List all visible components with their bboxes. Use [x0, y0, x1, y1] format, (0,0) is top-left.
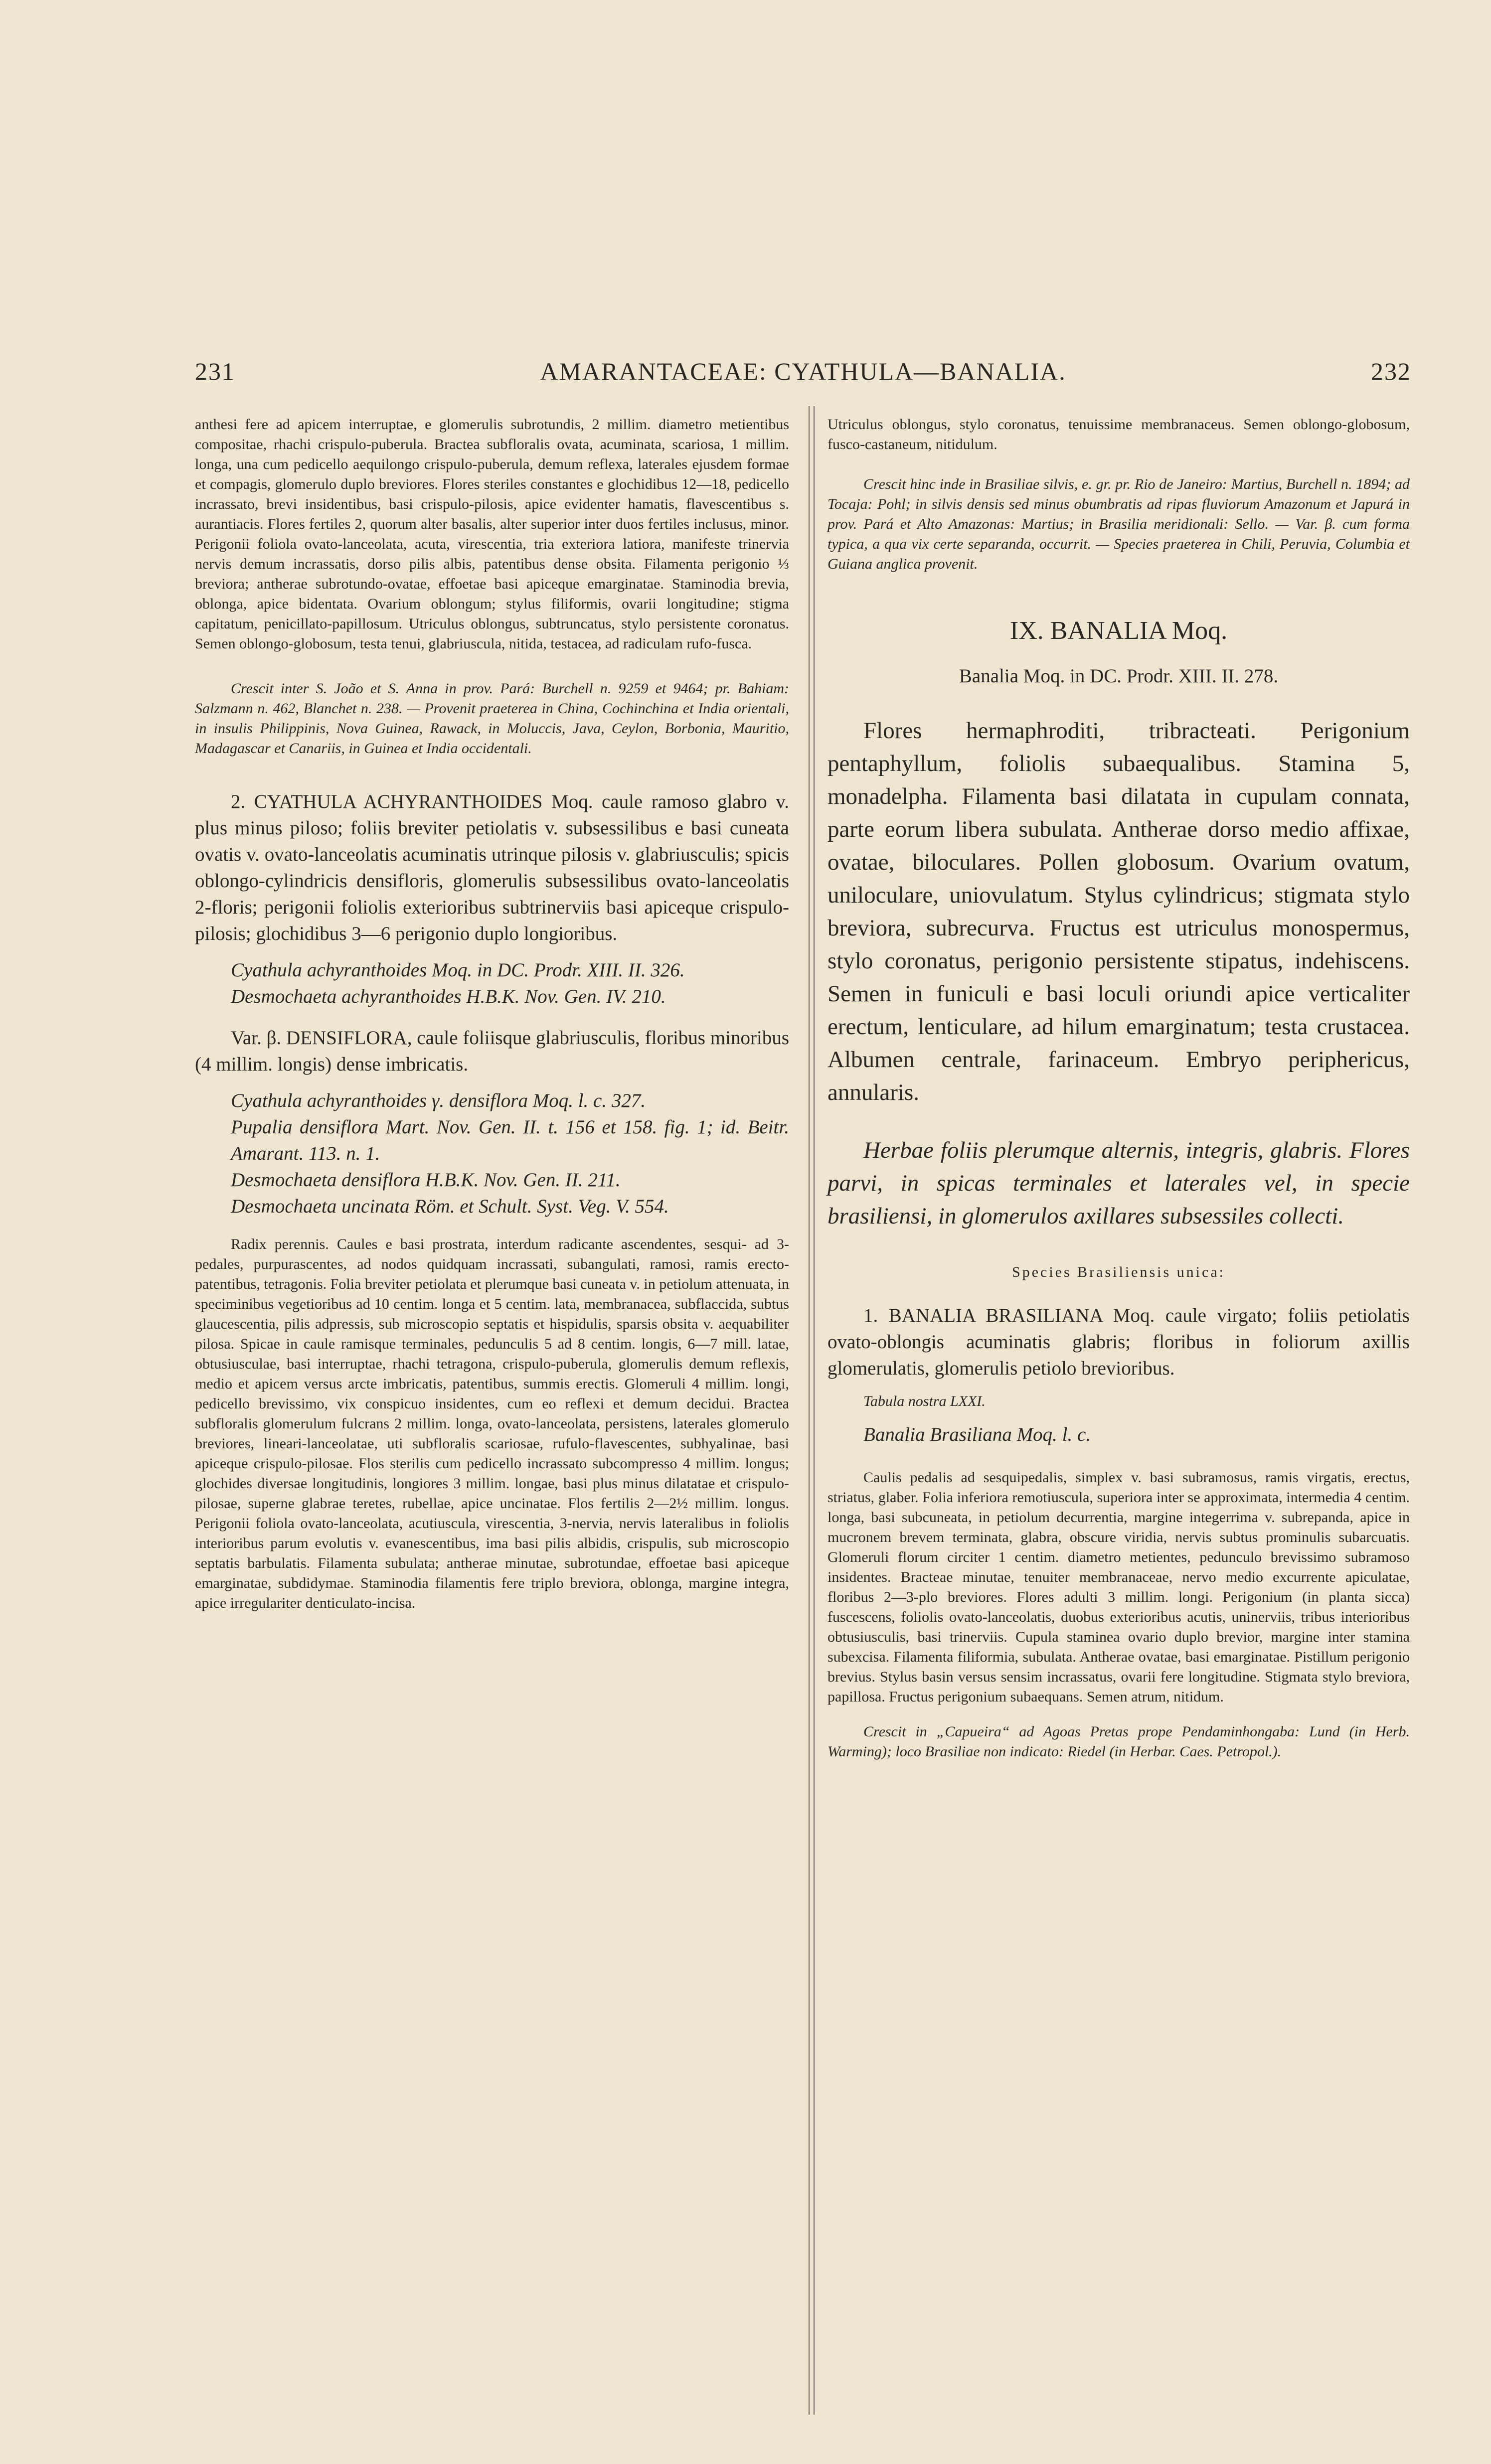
genus-citation: Banalia Moq. in DC. Prodr. XIII. II. 278.	[959, 665, 1279, 687]
synonym-citation: Pupalia densiflora Mart. Nov. Gen. II. t. 156 et 158. fig. 1; id. Beitr. Amarant. 113. n. 1.	[231, 1116, 789, 1164]
page-header	[195, 357, 1411, 392]
synonym-citation: Cyathula achyranthoides γ. densiflora Moq. l. c. 327.	[231, 1090, 646, 1111]
right-page-number: 232	[1371, 357, 1411, 385]
genus-character: Flores hermaphroditi, tribracteati. Perigonium pentaphyllum, foliolis subaequalibus. Stamina 5, monadelpha. Filamenta basi dilatata in cupulam connata, parte eorum libera subulata. Antherae dorso medio affixae, ovatae, biloculares. Pollen globosum. Ovarium ovatum, uniloculare, uniovulatum. Stylus cylindricus; stigmata stylo breviora, subrecurva. Fructus est utriculus monospermus, stylo coronatus, perigonio persistente stipatus, indehiscens. Semen in funiculi e basi loculi oriundi apice verticaliter erectum, lenticulare, ad hilum emarginatum; testa crustacea. Albumen centrale, farinaceum. Embryo periphericus, annularis.	[828, 718, 1410, 1105]
genus-heading: IX. BANALIA Moq.	[1009, 616, 1228, 645]
synonym-citation: Desmochaeta densiflora H.B.K. Nov. Gen. II. 211.	[231, 1169, 621, 1191]
running-title: AMARANTACEAE: CYATHULA—BANALIA.	[540, 357, 1066, 385]
right-column	[828, 415, 1410, 1762]
cyathula-achyranthoides-diagnosis: 2. CYATHULA ACHYRANTHOIDES Moq. caule ramoso glabro v. plus minus piloso; foliis breviter petiolatis v. subsessilibus e basi cuneata ovatis v. ovato-lanceolatis acuminatis utrinque pilosis v. glabriusculis; spicis oblongo-cylindricis densifloris, glomerulis subsessilibus ovato-lanceolatis 2-floris; perigonii foliolis exterioribus subtrinerviis basi apiceque crispulo-pilosis; glochidibus 3—6 perigonio duplo longioribus.	[195, 791, 789, 944]
cyathula-distribution: Crescit inter S. João et S. Anna in prov. Pará: Burchell n. 9259 et 9464; pr. Bahiam: Salzmann n. 462, Blanchet n. 238. — Provenit praeterea in China, Cochinchina et India orientali, in insulis Philippinis, Nova Guinea, Rawack, in Moluccis, Java, Ceylon, Borbonia, Mauritio, Madagascar et Canariis, in Guinea et India occidentali.	[195, 680, 789, 757]
cyathula-description-continued: anthesi fere ad apicem interruptae, e glomerulis subrotundis, 2 millim. diametro metientibus compositae, rhachi crispulo-puberula. Bractea subfloralis ovata, acuminata, scariosa, 1 millim. longa, una cum pedicello aequilongo crispulo-puberula, demum reflexa, laterales ejusdem formae et compagis, glomerulo duplo breviores. Flores steriles constantes e glochidibus 12—18, pedicello incrassato, brevi insidentibus, basi crispulo-pilosis, apice evidenter hamatis, flavescentibus s. aurantiacis. Flores fertiles 2, quorum alter basalis, alter superior inter duos fertiles inclusus, minor. Perigonii foliola ovato-lanceolata, acuta, virescentia, tria exteriora latiora, manifeste trinervia nervis demum incrassatis, dorso pilis albis, patentibus dense obsita. Filamenta perigonio ⅓ breviora; antherae subrotundo-ovatae, effoetae basi apiceque emarginatae. Staminodia brevia, oblonga, apice bidentata. Ovarium oblongum; stylus filiformis, ovarii longitudine; stigma capitatum, penicillato-papillosum. Utriculus oblongus, subtruncatus, stylo persistente coronatus. Semen oblongo-globosum, testa tenui, glabriuscula, nitida, testacea, ad radiculam rufo-fusca.	[195, 416, 789, 652]
column-divider	[809, 406, 815, 2415]
genus-habit: Herbae foliis plerumque alternis, integris, glabris. Flores parvi, in spicas terminales et laterales vel, in specie brasiliensi, in glomerulos axillares subsessiles collecti.	[828, 1137, 1410, 1229]
var-densiflora-diagnosis: Var. β. DENSIFLORA, caule foliisque glabriusculis, floribus minoribus (4 millim. longis) dense imbricatis.	[195, 1027, 789, 1075]
synonym-citation: Cyathula achyranthoides Moq. in DC. Prodr. XIII. II. 326.	[231, 959, 685, 981]
left-page-number: 231	[195, 357, 235, 385]
synonym-citation: Desmochaeta achyranthoides H.B.K. Nov. Gen. IV. 210.	[231, 986, 666, 1007]
species-heading: Species Brasiliensis unica:	[1012, 1264, 1225, 1280]
banalia-brasiliana-distribution: Crescit in „Capueira“ ad Agoas Pretas prope Pendaminhongaba: Lund (in Herb. Warming); loco Brasiliae non indicato: Riedel (in Herbar. Caes. Petropol.).	[828, 1723, 1410, 1760]
cyathula-fruit-description: Utriculus oblongus, stylo coronatus, tenuissime membranaceus. Semen oblongo-globosum, fusco-castaneum, nitidulum.	[828, 416, 1410, 453]
cyathula-achyranthoides-distribution: Crescit hinc inde in Brasiliae silvis, e. gr. pr. Rio de Janeiro: Martius, Burchell n. 1894; ad Tocaja: Pohl; in silvis densis sed minus obumbratis ad ripas fluviorum Amazonum et Japurá in prov. Pará et Alto Amazonas: Martius; in Brasilia meridionali: Sello. — Var. β. cum forma typica, a qua vix certe separanda, occurrit. — Species praeterea in Chili, Peruvia, Columbia et Guiana anglica provenit.	[828, 476, 1410, 572]
cyathula-achyranthoides-description: Radix perennis. Caules e basi prostrata, interdum radicante ascendentes, sesqui- ad 3-pedales, purpurascentes, ad nodos quidquam incrassati, subangulati, ramosi, ramis erecto-patentibus, tetragonis. Folia breviter petiolata et plerumque basi cuneata v. in petiolum attenuata, in speciminibus vegetioribus ad 10 centim. longa et 5 centim. lata, membranacea, subflaccida, subtus glaucescentia, pilis adpressis, sub microscopio septatis et hispidulis, sparsis obsita v. aequabiliter pilosa. Spicae in caule ramisque terminales, pedunculis 5 ad 8 centim. longis, 6—7 mill. latae, obtusiusculae, basi interruptae, rhachi tetragona, crispulo-puberula, glomerulis demum reflexis, medio et apicem versus arcte imbricatis, patentibus, summis erectis. Glomeruli 4 millim. longi, pedicello brevissimo, vix conspicuo insidentes, cum eo reflexi et demum decidui. Bractea subfloralis glomerulum fulcrans 2 millim. longa, ovato-lanceolata, persistens, laterales glomerulo breviores, lineari-lanceolatae, uti subfloralis scariosae, rufulo-flavescentes, subhyalinae, basi apiceque crispulo-pilosae. Flos sterilis cum pedicello incrassato subcompresso 4 millim. longus; glochides diversae longitudinis, longiores 3 millim. longae, basi plus minus dilatatae et crispulo-pilosae, superne glabrae teretes, rubellae, apice uncinatae. Flos fertilis 2—2½ millim. longus. Perigonii foliola ovato-lanceolata, acutiuscula, virescentia, 3-nervia, nervis lateralibus in foliolis interioribus parum evolutis v. evanescentibus, ima basi pilis albidis, crispulis, sub microscopio septatis barbulatis. Filamenta subulata; antherae minutae, subrotundae, effoetae basi apiceque emarginatae, subdidymae. Staminodia filamentis fere triplo breviora, oblonga, margine integra, apice irregulariter denticulato-incisa.	[195, 1236, 789, 1611]
banalia-brasiliana-description: Caulis pedalis ad sesquipedalis, simplex v. basi subramosus, ramis virgatis, erectus, striatus, glaber. Folia inferiora remotiuscula, superiora inter se approximata, intermedia 4 centim. longa, basi subcuneata, in petiolum decurrentia, margine integerrima v. subrepanda, apice in mucronem brevem terminata, glabra, obscure viridia, nervis subtus prominulis subarcuatis. Glomeruli florum circiter 1 centim. diametro metientes, pedunculo brevissimo subramoso insidentes. Bracteae minutae, tenuiter membranaceae, nervo medio excurrente apiculatae, floribus 2—3-plo breviores. Flores adulti 3 millim. longi. Perigonium (in planta sicca) fuscescens, foliolis ovato-lanceolatis, duobus exterioribus acutis, uninerviis, tribus interioribus obtusiusculis, basi trinerviis. Cupula staminea ovario duplo brevior, margine inter stamina subexcisa. Filamenta filiformia, subulata. Antherae ovatae, basi emarginatae. Pistillum perigonio brevius. Stylus basin versus sensim incrassatus, ovarii fere longitudine. Stigmata stylo breviora, papillosa. Fructus perigonium subaequans. Semen atrum, nitidum.	[828, 1469, 1410, 1705]
banalia-brasiliana-diagnosis: 1. BANALIA BRASILIANA Moq. caule virgato; foliis petiolatis ovato-oblongis acuminatis glabris; floribus in foliorum axillis glomerulatis, glomerulis petiolo brevioribus.	[828, 1305, 1410, 1379]
synonym-citation: Banalia Brasiliana Moq. l. c.	[863, 1424, 1091, 1445]
left-column	[195, 415, 789, 1613]
synonym-citation: Desmochaeta uncinata Röm. et Schult. Syst. Veg. V. 554.	[231, 1196, 669, 1217]
plate-citation: Tabula nostra LXXI.	[863, 1393, 986, 1409]
